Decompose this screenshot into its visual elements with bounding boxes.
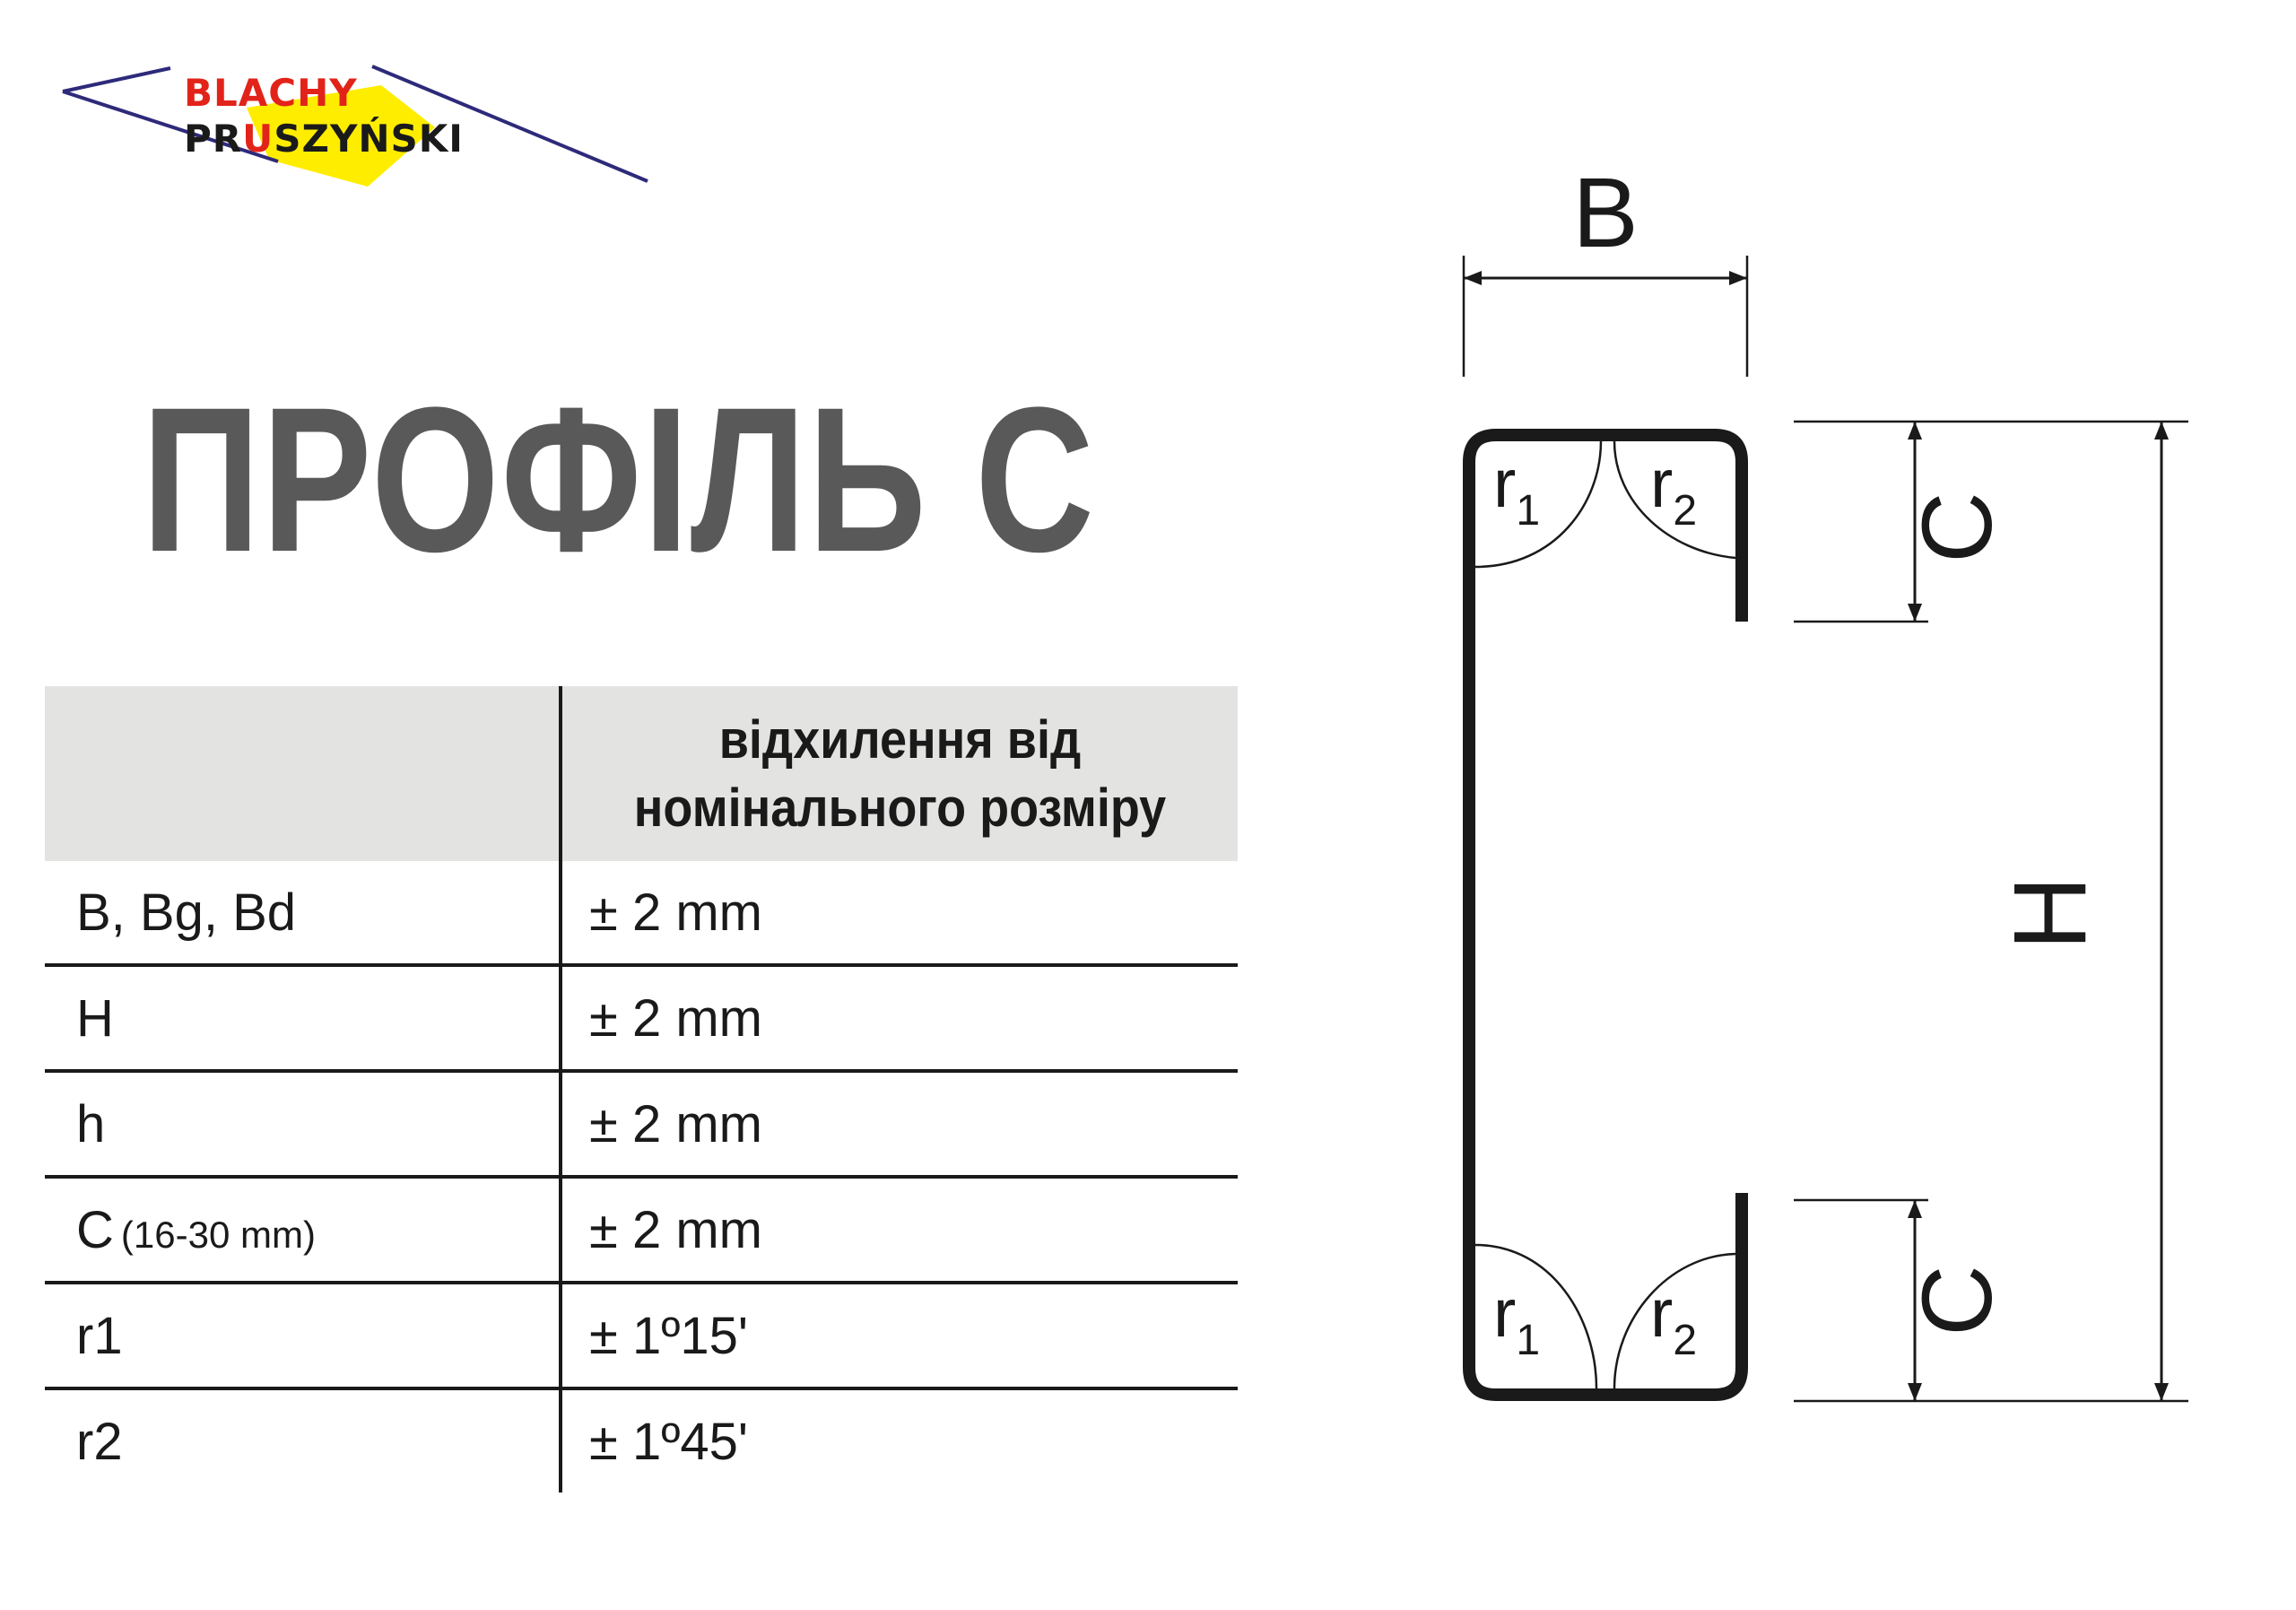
tolerance-table — [45, 686, 1238, 1493]
company-logo — [54, 54, 664, 197]
param-cell — [45, 1071, 561, 1177]
radius-arc-top-right — [1614, 441, 1735, 558]
radius-arc-bottom-right — [1614, 1254, 1735, 1388]
header-tolerance — [561, 686, 1238, 861]
tolerance-cell: ± 2 mm — [561, 1071, 1238, 1177]
param-cell — [45, 1177, 561, 1283]
table-header-row — [45, 686, 1238, 861]
c-profile-outline — [1469, 435, 1742, 1395]
param-note: (16-30 mm) — [120, 1213, 316, 1256]
table-row — [45, 1283, 1238, 1388]
radius-arc-bottom-left — [1475, 1245, 1596, 1388]
logo-text-pruszynski: PRUSZYŃSKI — [184, 117, 464, 161]
param-label: r1 — [76, 1306, 123, 1365]
tolerance-cell: ± 1º45' — [561, 1388, 1238, 1493]
r2-label-bottom: $r_2$ — [1650, 1275, 1698, 1364]
page-title: ПРОФІЛЬ С — [142, 364, 1096, 595]
r2-label-top: $r_2$ — [1650, 446, 1698, 535]
header-tolerance-line1: відхилення від — [718, 709, 1082, 770]
param-cell — [45, 1388, 561, 1493]
table-row — [45, 861, 1238, 965]
radius-arc-top-left — [1475, 441, 1601, 567]
table-row — [45, 1071, 1238, 1177]
param-label: B, Bg, Bd — [76, 883, 297, 942]
c-bottom-label: C — [1902, 1265, 2013, 1336]
tolerance-cell: ± 2 mm — [561, 861, 1238, 965]
logo-roof-line-left — [63, 68, 170, 91]
tolerance-cell: ± 1º15' — [561, 1283, 1238, 1388]
tolerance-cell: ± 2 mm — [561, 965, 1238, 1071]
param-label: r2 — [76, 1412, 123, 1471]
r1-label-top: $r_1$ — [1493, 446, 1541, 535]
b-label: B — [1572, 158, 1639, 268]
c-top-label: C — [1902, 492, 2013, 563]
param-label: h — [76, 1094, 106, 1153]
header-parameter — [45, 686, 561, 861]
r1-label-bottom: $r_1$ — [1493, 1275, 1541, 1364]
param-cell — [45, 861, 561, 965]
table-row — [45, 1177, 1238, 1283]
h-label: H — [1993, 875, 2108, 951]
param-cell — [45, 1283, 561, 1388]
logo-text-blachy: BLACHY — [184, 71, 358, 115]
param-label: H — [76, 988, 114, 1048]
param-label: C — [76, 1200, 114, 1259]
header-tolerance-line2: номінального розміру — [633, 777, 1167, 838]
table-row — [45, 965, 1238, 1071]
table-row — [45, 1388, 1238, 1493]
param-cell — [45, 965, 561, 1071]
tolerance-cell: ± 2 mm — [561, 1177, 1238, 1283]
